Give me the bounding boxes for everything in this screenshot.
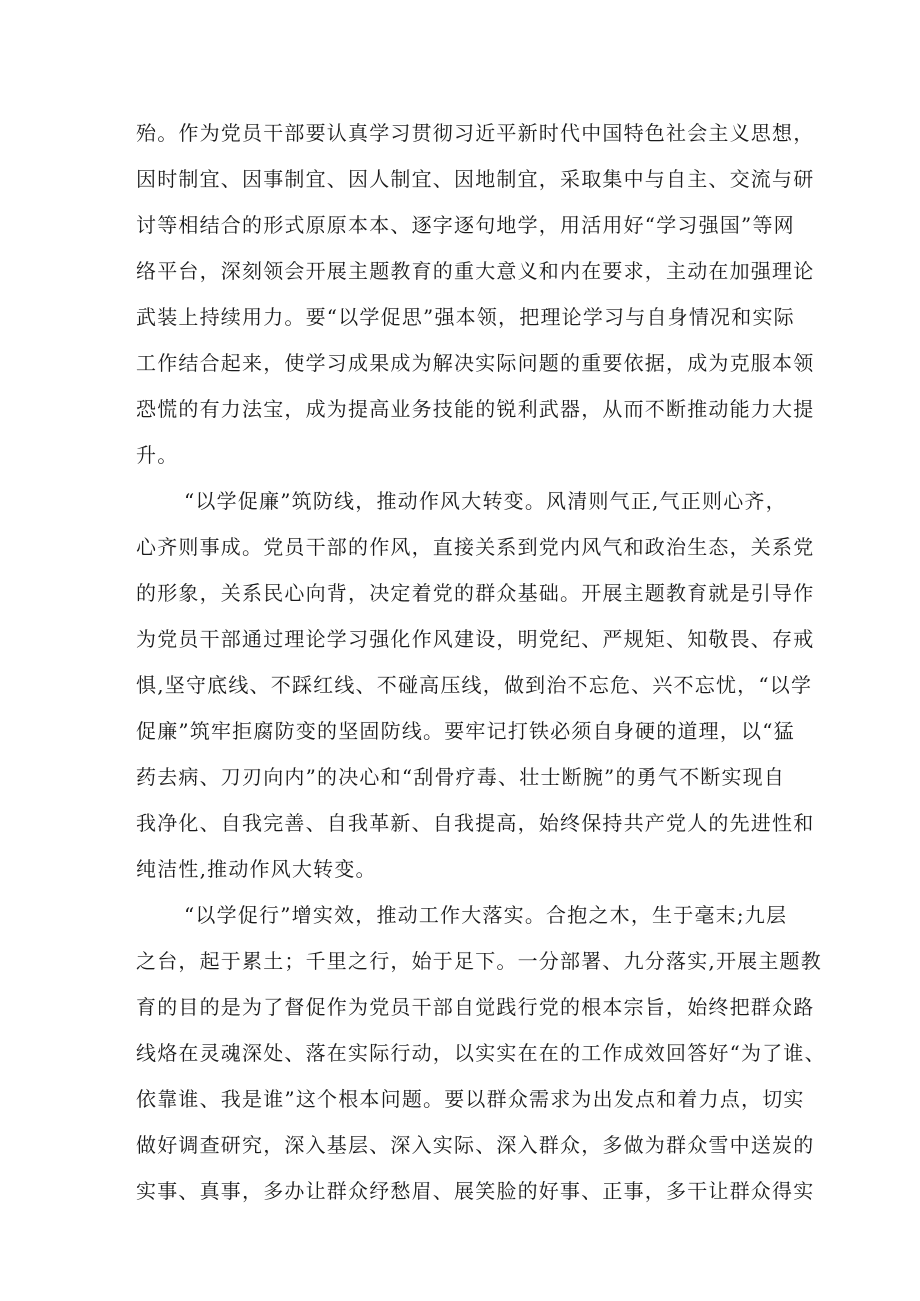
- paragraph-1-line: 武装上持续用力。要“以学促思”强本领，把理论学习与自身情况和实际: [136, 305, 795, 329]
- paragraph-3-line: 做好调查研究，深入基层、深入实际、深入群众，多做为群众雪中送炭的: [136, 1133, 815, 1157]
- paragraph-2-line: 我净化、自我完善、自我革新、自我提高，始终保持共产党人的先进性和: [136, 811, 815, 835]
- paragraph-2-line: 为党员干部通过理论学习强化作风建设，明党纪、严规矩、知敬畏、存戒: [136, 627, 815, 651]
- paragraph-3-line: 之台，起于累土；千里之行，始于足下。一分部署、九分落实,开展主题教: [136, 949, 822, 973]
- paragraph-1-line: 殆。作为党员干部要认真学习贯彻习近平新时代中国特色社会主义思想，: [136, 121, 815, 145]
- paragraph-1-line: 工作结合起来，使学习成果成为解决实际问题的重要依据，成为克服本领: [136, 351, 815, 375]
- paragraph-3-line: 线烙在灵魂深处、落在实际行动，以实实在在的工作成效回答好“为了谁、: [136, 1041, 826, 1065]
- paragraph-1-line: 升。: [136, 443, 179, 467]
- paragraph-3-line: 实事、真事，多办让群众纾愁眉、展笑脸的好事、正事，多干让群众得实: [136, 1179, 815, 1203]
- paragraph-2-line: “以学促廉”筑防线，推动作风大转变。风清则气正,气正则心齐，: [184, 489, 787, 513]
- paragraph-1-line: 讨等相结合的形式原原本本、逐字逐句地学，用活用好“学习强国”等网: [136, 213, 795, 237]
- paragraph-3-line: “以学促行”增实效，推动工作大落实。合抱之木，生于毫末;九层: [184, 903, 788, 927]
- paragraph-2-line: 药去病、刀刃向内”的决心和“刮骨疗毒、壮士断腕”的勇气不断实现自: [136, 765, 786, 789]
- paragraph-2-line: 促廉”筑牢拒腐防变的坚固防线。要牢记打铁必须自身硬的道理，以“猛: [136, 719, 795, 743]
- paragraph-2-line: 的形象，关系民心向背，决定着党的群众基础。开展主题教育就是引导作: [136, 581, 815, 605]
- paragraph-3-line: 育的目的是为了督促作为党员干部自觉践行党的根本宗旨，始终把群众路: [136, 995, 815, 1019]
- paragraph-1-line: 络平台，深刻领会开展主题教育的重大意义和内在要求，主动在加强理论: [136, 259, 815, 283]
- paragraph-1-line: 恐慌的有力法宝，成为提高业务技能的锐利武器，从而不断推动能力大提: [136, 397, 815, 421]
- paragraph-2-line: 惧,坚守底线、不踩红线、不碰高压线，做到治不忘危、兴不忘忧，“以学: [136, 673, 813, 697]
- paragraph-3-line: 依靠谁、我是谁”这个根本问题。要以群众需求为出发点和着力点，切实: [136, 1087, 805, 1111]
- paragraph-2-line: 纯洁性,推动作风大转变。: [136, 857, 377, 881]
- paragraph-1-line: 因时制宜、因事制宜、因人制宜、因地制宜，采取集中与自主、交流与研: [136, 167, 815, 191]
- paragraph-2-line: 心齐则事成。党员干部的作风，直接关系到党内风气和政治生态，关系党: [136, 535, 815, 559]
